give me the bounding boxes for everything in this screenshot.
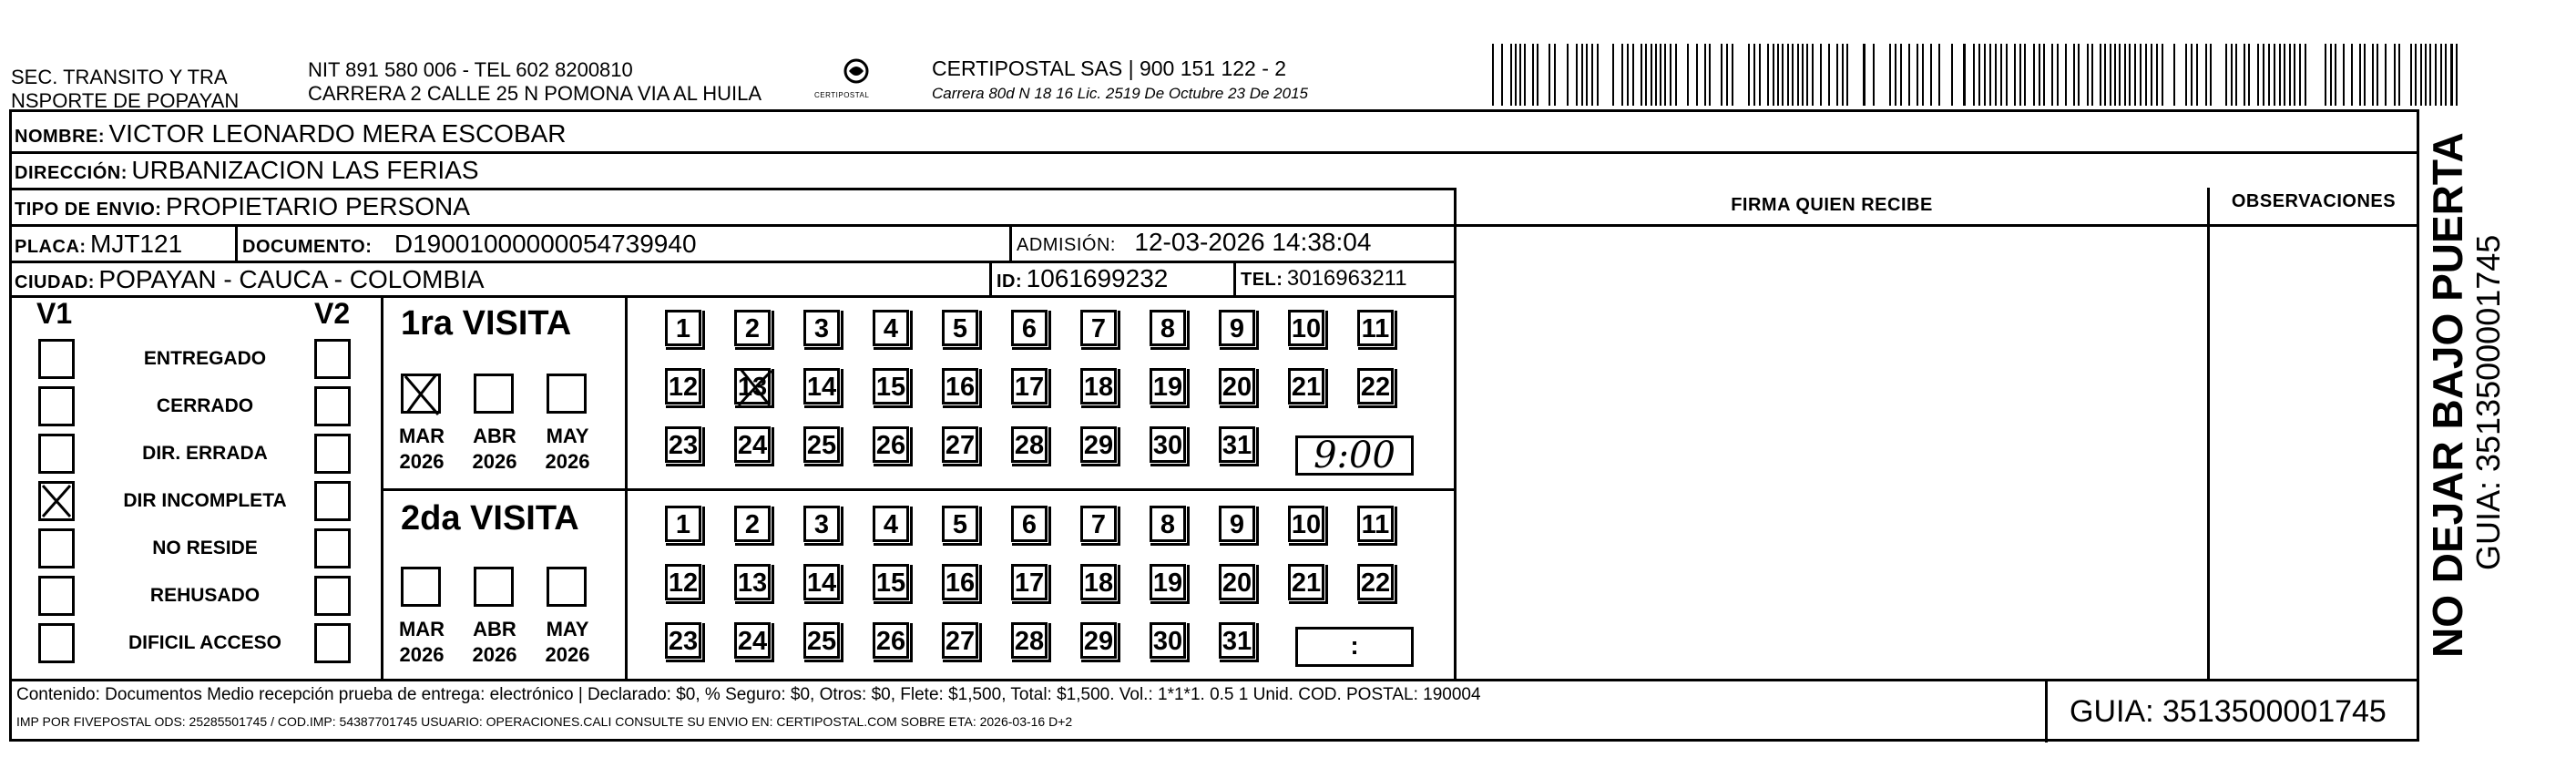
status-label: DIFICIL ACCESO <box>128 632 281 653</box>
v1-checkbox-7[interactable] <box>38 623 75 663</box>
visit1-day-30[interactable]: 30 <box>1150 426 1186 463</box>
month-label: ABR <box>473 618 516 640</box>
visit2-day-25[interactable]: 25 <box>803 622 840 659</box>
documento-label: DOCUMENTO: <box>242 237 373 257</box>
visit2-day-10[interactable]: 10 <box>1288 506 1324 542</box>
status-label: NO RESIDE <box>152 538 258 558</box>
org-line-2: NSPORTE DE POPAYAN <box>11 89 240 112</box>
month-label: MAR <box>398 425 445 447</box>
month-label: MAY <box>546 618 589 640</box>
company-info <box>932 56 1308 103</box>
visit2-day-17[interactable]: 17 <box>1011 564 1048 600</box>
month-label: MAR <box>398 618 445 640</box>
visit2-day-6[interactable]: 6 <box>1011 506 1048 542</box>
visit1-day-24[interactable]: 24 <box>734 426 771 463</box>
year-label: 2026 <box>472 450 517 473</box>
admision-label: ADMISIÓN: <box>1017 235 1116 255</box>
visit1-day-9[interactable]: 9 <box>1219 310 1255 346</box>
visit1-title: 1ra VISITA <box>401 304 572 343</box>
visit1-month-box-abr[interactable] <box>474 374 514 414</box>
no-dejar-bajo-puerta: NO DEJAR BAJO PUERTA <box>2424 132 2471 658</box>
visit2-day-21[interactable]: 21 <box>1288 564 1324 600</box>
visit1-day-4[interactable]: 4 <box>873 310 909 346</box>
barcode <box>1492 44 2467 106</box>
direccion-label: DIRECCIÓN: <box>15 163 128 183</box>
visit1-day-29[interactable]: 29 <box>1080 426 1117 463</box>
nombre-row <box>15 119 567 148</box>
month-label: ABR <box>473 425 516 447</box>
visit2-day-18[interactable]: 18 <box>1080 564 1117 600</box>
direccion-value: URBANIZACION LAS FERIAS <box>131 156 479 184</box>
visit2-time-box[interactable] <box>1295 627 1414 667</box>
nit-line: NIT 891 580 006 - TEL 602 8200810 <box>308 58 633 81</box>
placa-value: MJT121 <box>90 230 183 258</box>
visit2-day-5[interactable]: 5 <box>942 506 978 542</box>
visit2-day-13[interactable]: 13 <box>734 564 771 600</box>
visit1-day-8[interactable]: 8 <box>1150 310 1186 346</box>
year-label: 2026 <box>545 450 590 473</box>
v1-checkbox-4[interactable] <box>38 481 75 521</box>
id-label: ID: <box>997 271 1023 292</box>
visit2-day-24[interactable]: 24 <box>734 622 771 659</box>
status-label: ENTREGADO <box>143 348 267 369</box>
tipo-envio-value: PROPIETARIO PERSONA <box>165 192 470 220</box>
v1-checkbox-2[interactable] <box>38 386 75 426</box>
visit1-day-31[interactable]: 31 <box>1219 426 1255 463</box>
v1-checkbox-1[interactable] <box>38 339 75 379</box>
visit1-day-26[interactable]: 26 <box>873 426 909 463</box>
visit1-day-23[interactable]: 23 <box>665 426 701 463</box>
status-label: REHUSADO <box>149 585 261 606</box>
visit1-day-22[interactable]: 22 <box>1357 368 1394 404</box>
month-label: MAY <box>546 425 589 447</box>
placa-cell <box>15 230 182 259</box>
visit2-day-28[interactable]: 28 <box>1011 622 1048 659</box>
visit2-time: : <box>1350 631 1359 660</box>
visit1-day-5[interactable]: 5 <box>942 310 978 346</box>
sender-org <box>11 66 239 113</box>
v1-checkbox-3[interactable] <box>38 434 75 474</box>
visit2-day-26[interactable]: 26 <box>873 622 909 659</box>
visit2-month-box-abr[interactable] <box>474 567 514 607</box>
visit1-day-21[interactable]: 21 <box>1288 368 1324 404</box>
visit2-day-7[interactable]: 7 <box>1080 506 1117 542</box>
year-label: 2026 <box>472 643 517 666</box>
nombre-value: VICTOR LEONARDO MERA ESCOBAR <box>108 119 567 148</box>
tel-cell <box>1241 266 1407 292</box>
visit2-month-box-mar[interactable] <box>401 567 441 607</box>
v2-checkbox-4[interactable] <box>314 481 351 521</box>
visit2-day-20[interactable]: 20 <box>1219 564 1255 600</box>
visit2-day-30[interactable]: 30 <box>1150 622 1186 659</box>
status-label: DIR INCOMPLETA <box>123 490 287 511</box>
tel-value: 3016963211 <box>1286 266 1407 291</box>
visit1-day-11[interactable]: 11 <box>1357 310 1394 346</box>
side-text <box>2424 132 2516 665</box>
certipostal-logo <box>811 56 920 108</box>
tel-label: TEL: <box>1241 270 1283 290</box>
footer-guia: GUIA: 3513500001745 <box>2070 694 2387 729</box>
visit1-day-13[interactable]: 13 <box>734 368 771 404</box>
visit2-day-14[interactable]: 14 <box>803 564 840 600</box>
tipo-envio-row <box>15 192 470 221</box>
visit2-day-22[interactable]: 22 <box>1357 564 1394 600</box>
visit1-day-6[interactable]: 6 <box>1011 310 1048 346</box>
v2-header: V2 <box>314 297 351 330</box>
v2-checkbox-2[interactable] <box>314 386 351 426</box>
visit2-day-1[interactable]: 1 <box>665 506 701 542</box>
year-label: 2026 <box>399 643 445 666</box>
year-label: 2026 <box>399 450 445 473</box>
visit2-day-3[interactable]: 3 <box>803 506 840 542</box>
visit1-day-28[interactable]: 28 <box>1011 426 1048 463</box>
visit1-day-15[interactable]: 15 <box>873 368 909 404</box>
side-guia: GUIA: 3513500001745 <box>2469 234 2507 570</box>
visit1-time: 9:00 <box>1314 435 1395 476</box>
v1-header: V1 <box>36 297 73 330</box>
footer-imp-line: IMP POR FIVEPOSTAL ODS: 25285501745 / COD.IMP: 54387701745 USUARIO: OPERACIONES.CALI CONSULTE SU ENVIO EN: CERTIPOSTAL.COM SOBRE ETA: 2026-03-16 D+2 <box>16 714 1073 729</box>
visit1-day-17[interactable]: 17 <box>1011 368 1048 404</box>
visit2-day-9[interactable]: 9 <box>1219 506 1255 542</box>
logo-text: CERTIPOSTAL <box>814 91 870 99</box>
visit1-month-box-may[interactable] <box>547 374 587 414</box>
visit2-day-15[interactable]: 15 <box>873 564 909 600</box>
documento-value: D19001000000054739940 <box>394 230 697 258</box>
ciudad-cell <box>15 265 485 294</box>
visit1-day-14[interactable]: 14 <box>803 368 840 404</box>
visit1-day-7[interactable]: 7 <box>1080 310 1117 346</box>
visit1-day-16[interactable]: 16 <box>942 368 978 404</box>
admision-cell <box>1017 228 1371 257</box>
visit1-day-12[interactable]: 12 <box>665 368 701 404</box>
visit2-month-box-may[interactable] <box>547 567 587 607</box>
visit2-day-16[interactable]: 16 <box>942 564 978 600</box>
ciudad-value: POPAYAN - CAUCA - COLOMBIA <box>98 265 485 293</box>
id-value: 1061699232 <box>1026 264 1169 292</box>
v1-checkbox-6[interactable] <box>38 576 75 616</box>
visit2-day-29[interactable]: 29 <box>1080 622 1117 659</box>
org-line-1: SEC. TRANSITO Y TRA <box>11 66 228 88</box>
observaciones-header: OBSERVACIONES <box>2231 191 2397 211</box>
visit1-day-19[interactable]: 19 <box>1150 368 1186 404</box>
v1-checkbox-5[interactable] <box>38 528 75 568</box>
tipo-envio-label: TIPO DE ENVIO: <box>15 200 162 220</box>
visit1-day-1[interactable]: 1 <box>665 310 701 346</box>
visit1-day-27[interactable]: 27 <box>942 426 978 463</box>
status-label: DIR. ERRADA <box>142 443 268 464</box>
visit2-day-8[interactable]: 8 <box>1150 506 1186 542</box>
visit1-day-18[interactable]: 18 <box>1080 368 1117 404</box>
direccion-row <box>15 156 479 185</box>
documento-cell <box>242 230 697 259</box>
visit1-day-20[interactable]: 20 <box>1219 368 1255 404</box>
year-label: 2026 <box>545 643 590 666</box>
visit2-day-4[interactable]: 4 <box>873 506 909 542</box>
company-line: CERTIPOSTAL SAS | 900 151 122 - 2 <box>932 56 1287 80</box>
visit1-month-box-mar[interactable] <box>401 374 441 414</box>
visit2-day-27[interactable]: 27 <box>942 622 978 659</box>
v2-checkbox-6[interactable] <box>314 576 351 616</box>
status-label: CERRADO <box>156 395 254 416</box>
visit2-day-12[interactable]: 12 <box>665 564 701 600</box>
visit2-day-2[interactable]: 2 <box>734 506 771 542</box>
visit2-day-23[interactable]: 23 <box>665 622 701 659</box>
v2-checkbox-7[interactable] <box>314 623 351 663</box>
v2-checkbox-1[interactable] <box>314 339 351 379</box>
firma-header: FIRMA QUIEN RECIBE <box>1731 195 1933 215</box>
visit1-time-box[interactable] <box>1295 435 1414 476</box>
v2-checkbox-3[interactable] <box>314 434 351 474</box>
visit1-day-2[interactable]: 2 <box>734 310 771 346</box>
address-line: CARRERA 2 CALLE 25 N POMONA VIA AL HUILA <box>308 82 762 105</box>
sender-contact <box>308 58 762 106</box>
nombre-label: NOMBRE: <box>15 127 106 147</box>
visit2-day-31[interactable]: 31 <box>1219 622 1255 659</box>
visit2-day-11[interactable]: 11 <box>1357 506 1394 542</box>
visit1-day-3[interactable]: 3 <box>803 310 840 346</box>
ciudad-label: CIUDAD: <box>15 272 95 292</box>
v2-checkbox-5[interactable] <box>314 528 351 568</box>
visit2-title: 2da VISITA <box>401 499 579 538</box>
license-line: Carrera 80d N 18 16 Lic. 2519 De Octubre 23 De 2015 <box>932 85 1308 102</box>
footer-content-line: Contenido: Documentos Medio recepción prueba de entrega: electrónico | Declarado: $0, % Seguro: $0, Otros: $0, Flete: $1,500, Total: $1,500. Vol.: 1*1*1. 0.5 1 Unid. COD. POSTAL: 190004 <box>16 685 1481 704</box>
visit2-day-19[interactable]: 19 <box>1150 564 1186 600</box>
id-cell <box>997 264 1168 293</box>
placa-label: PLACA: <box>15 237 87 257</box>
visit1-day-25[interactable]: 25 <box>803 426 840 463</box>
visit1-day-10[interactable]: 10 <box>1288 310 1324 346</box>
admision-value: 12-03-2026 14:38:04 <box>1134 228 1372 256</box>
